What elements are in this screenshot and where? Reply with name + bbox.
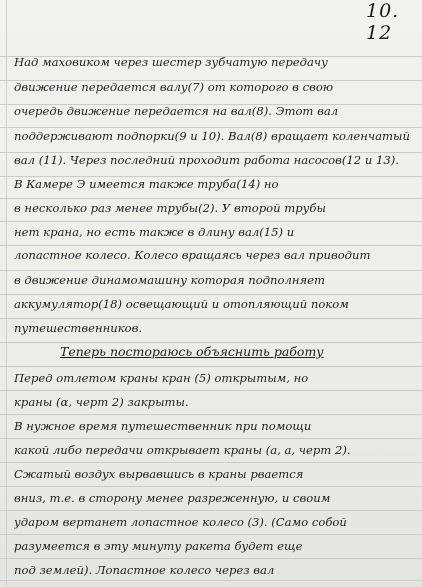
ruled-line [0,294,422,295]
paragraph2-line: какой либо передачи открывает краны (а, а, черт 2). [14,443,351,457]
ruled-line [0,318,422,319]
ruled-line [0,198,422,199]
paragraph2-line: вниз, т.е. в сторону менее разреженную, и своим [14,491,331,505]
paragraph1-line: нет крана, но есть также в длину вал(15) и [14,225,295,239]
paragraph2-line: Сжатый воздух вырвавшись в краны рвается [14,467,304,481]
ruled-line [0,438,422,439]
ruled-line [0,510,422,511]
ruled-line [0,270,422,271]
paragraph1-line: в движение динамомашину которая подполняет [14,273,326,287]
section-heading: Теперь постораюсь объяснить работу [60,344,324,359]
paragraph2-line: В нужное время путешественник при помощи [14,419,312,433]
ruled-line [0,390,422,391]
paragraph1-line: В Камере Э имеется также труба(14) но [14,177,279,191]
paragraph1-line: очередь движение передается на вал(8). Этот вал [14,104,339,118]
paragraph1-line: лопастное колесо. Колесо вращаясь через вал приводит [14,248,371,262]
ruled-line [0,580,422,581]
paragraph2-line: ударом вертанет лопастное колесо (3). (Само собой [14,515,347,529]
paragraph2-line: краны (α, черт 2) закрыты. [14,395,189,409]
paragraph1-line: путешественников. [14,321,143,335]
paragraph1-line: поддерживают подпорки(9 и 10). Вал(8) вращает коленчатый [14,129,410,143]
paragraph2-line: под землей). Лопастное колесо через вал [14,563,275,577]
page-number: 10. 12 [366,0,400,44]
paragraph1-line: Над маховиком через шестер зубчатую передачу [14,55,328,69]
paragraph2-line: разумеется в эту минуту ракета будет еще [14,539,303,553]
ruled-line [0,245,422,246]
ruled-line [0,414,422,415]
paragraph1-line: в несколько раз менее трубы(2). У второй трубы [14,201,326,215]
ruled-line [0,366,422,367]
ruled-line [0,486,422,487]
paragraph1-line: аккумулятор(18) освещающий и отопляющий поком [14,297,349,311]
paragraph1-line: вал (11). Через последний проходит работа насосов(12 и 13). [14,153,399,167]
ruled-line [0,462,422,463]
ruled-line [0,221,422,222]
paragraph1-line: движение передается валу(7) от которого в свою [14,80,334,94]
ruled-line [0,534,422,535]
ruled-line [0,558,422,559]
paragraph2-line: Перед отлетом краны кран (5) открытым, но [14,371,309,385]
